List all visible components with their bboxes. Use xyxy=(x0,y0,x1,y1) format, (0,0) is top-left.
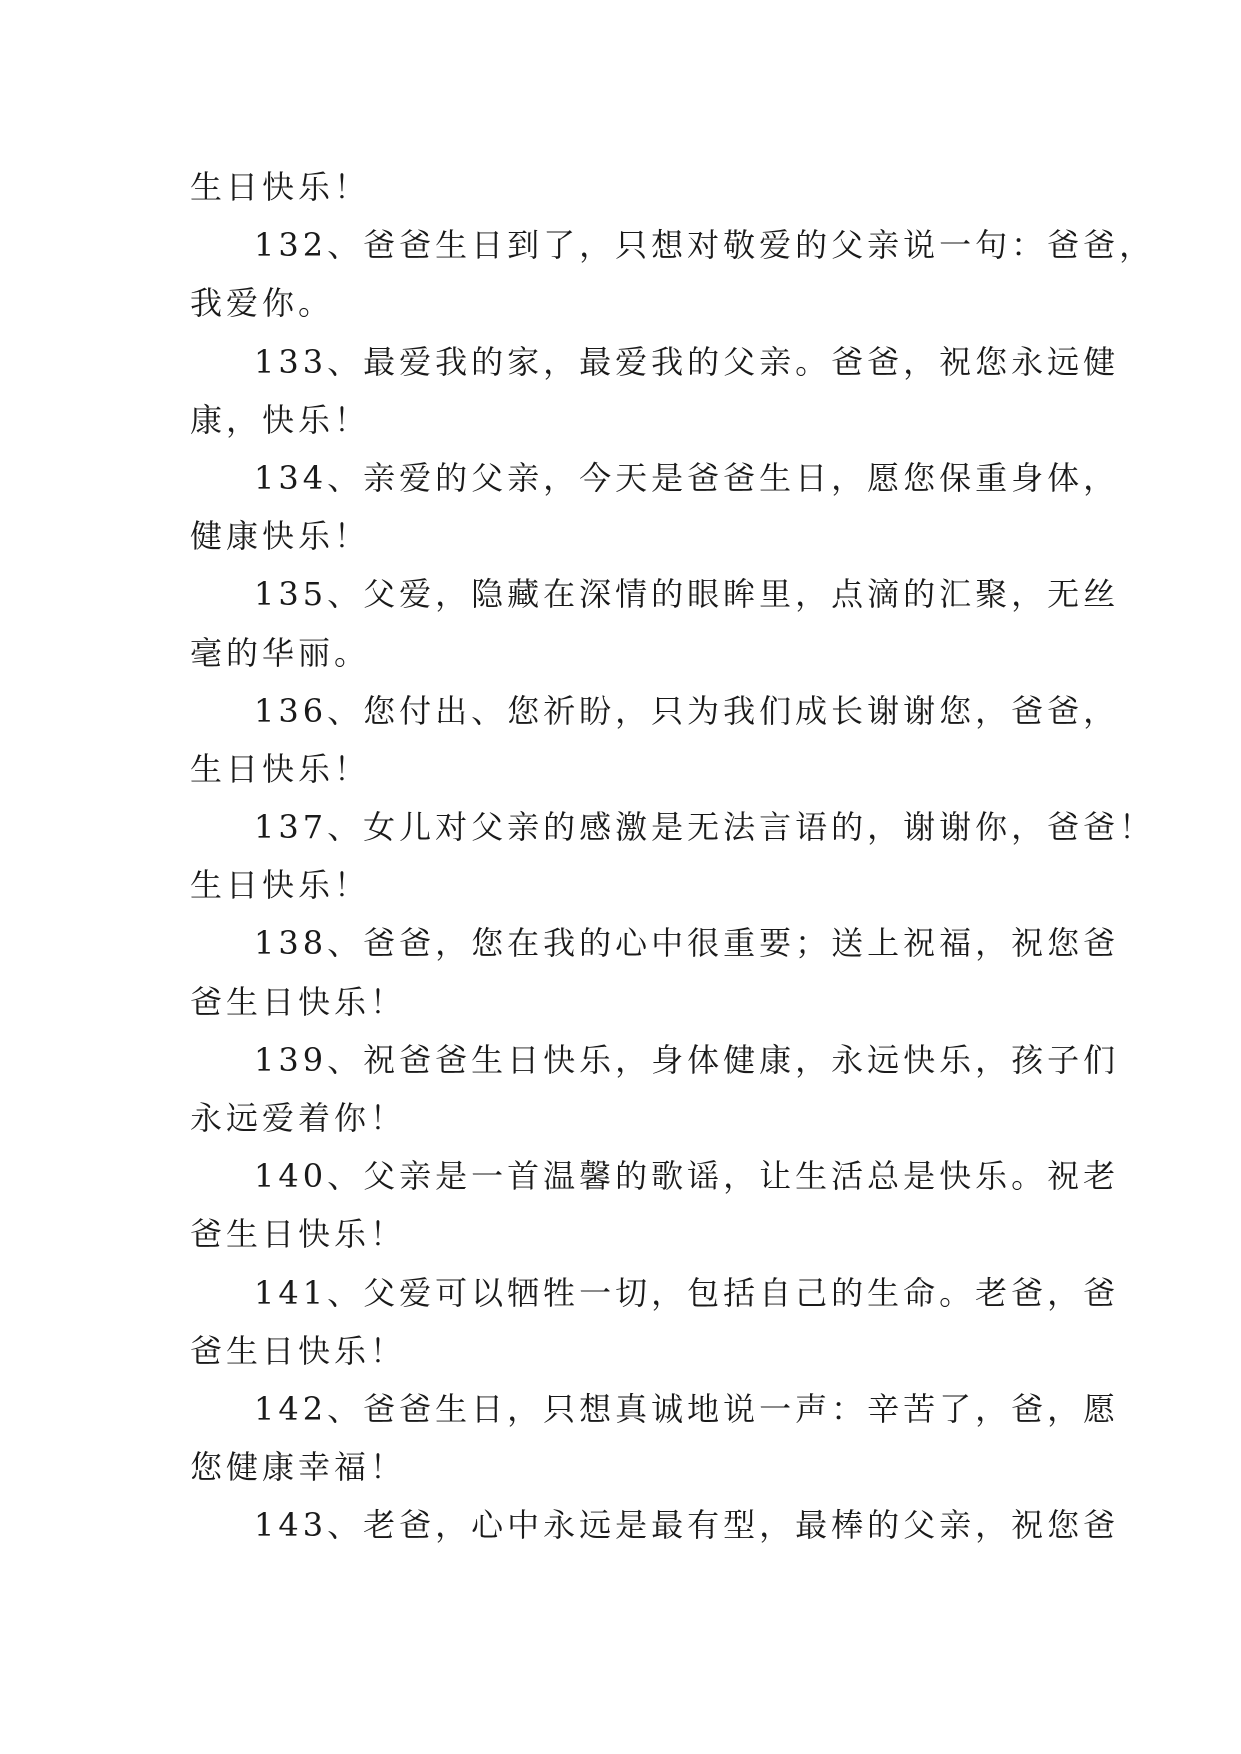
text-line: 爸生日快乐！ xyxy=(190,1215,407,1254)
text-line: 爸生日快乐！ xyxy=(190,982,407,1021)
text-line: 永远爱着你！ xyxy=(190,1099,407,1137)
text-line: 毫的华丽。 xyxy=(190,633,371,672)
text-line: 爸生日快乐！ xyxy=(190,1331,407,1370)
text-line: 133、最爱我的家，最爱我的父亲。爸爸，祝您永远健 xyxy=(254,342,1120,381)
text-line: 138、爸爸，您在我的心中很重要；送上祝福，祝您爸 xyxy=(254,924,1120,963)
text-line: 生日快乐！ xyxy=(190,168,371,206)
text-line: 我爱你。 xyxy=(190,284,335,323)
text-line: 142、爸爸生日，只想真诚地说一声：辛苦了，爸，愿 xyxy=(254,1389,1120,1428)
text-line: 健康快乐！ xyxy=(190,517,371,556)
text-line: 135、父爱，隐藏在深情的眼眸里，点滴的汇聚，无丝 xyxy=(254,575,1120,614)
text-line: 136、您付出、您祈盼，只为我们成长谢谢您，爸爸， xyxy=(254,691,1120,730)
text-line: 140、父亲是一首温馨的歌谣，让生活总是快乐。祝老 xyxy=(254,1157,1120,1196)
text-line: 141、父爱可以牺牲一切，包括自己的生命。老爸，爸 xyxy=(254,1273,1120,1312)
text-line: 康，快乐！ xyxy=(190,400,371,439)
text-line: 您健康幸福！ xyxy=(190,1448,407,1487)
text-line: 132、爸爸生日到了，只想对敬爱的父亲说一句：爸爸， xyxy=(254,226,1156,265)
text-line: 139、祝爸爸生日快乐，身体健康，永远快乐，孩子们 xyxy=(254,1040,1120,1079)
text-line: 134、亲爱的父亲，今天是爸爸生日，愿您保重身体， xyxy=(254,458,1120,497)
text-line: 137、女儿对父亲的感激是无法言语的，谢谢你，爸爸！ xyxy=(254,808,1156,847)
text-line: 生日快乐！ xyxy=(190,749,371,788)
text-line: 生日快乐！ xyxy=(190,866,371,905)
body-text xyxy=(190,158,1156,1555)
text-line: 143、老爸，心中永远是最有型，最棒的父亲，祝您爸 xyxy=(254,1506,1120,1545)
